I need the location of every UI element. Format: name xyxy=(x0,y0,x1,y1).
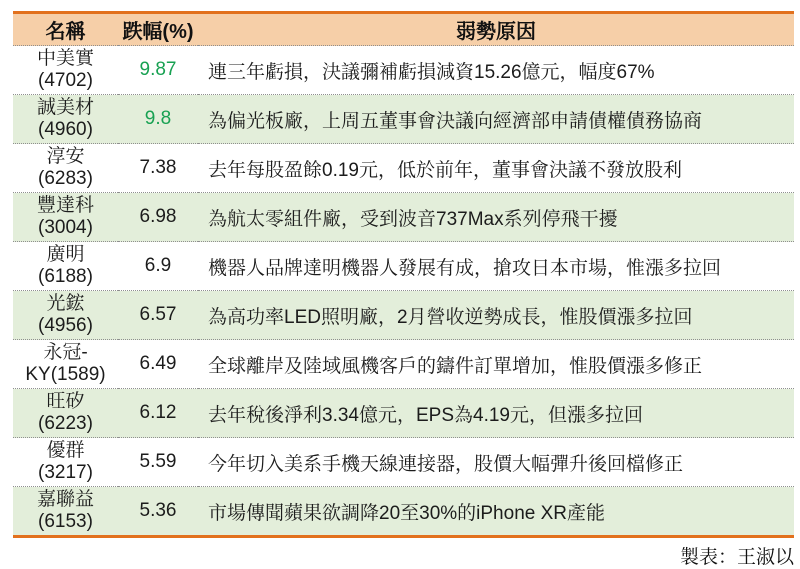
decline-pct-cell: 6.57 xyxy=(118,291,198,340)
stock-name-cell xyxy=(13,438,118,487)
reason-cell: 為航太零組件廠，受到波音737Max系列停飛干擾 xyxy=(198,193,794,242)
stock-name: 優群 xyxy=(46,440,85,461)
decline-pct-cell: 9.87 xyxy=(118,46,198,95)
column-header-reason: 弱勢原因 xyxy=(198,13,794,46)
table-row xyxy=(13,95,794,144)
stock-name: 中美實 xyxy=(36,48,94,69)
stock-code: KY(1589) xyxy=(25,364,106,385)
stock-code: (6188) xyxy=(38,266,93,287)
stock-code: (4960) xyxy=(38,119,93,140)
reason-cell: 為偏光板廠，上周五董事會決議向經濟部申請債權債務協商 xyxy=(198,95,794,144)
stock-name-cell xyxy=(13,46,118,95)
stock-name: 嘉聯益 xyxy=(36,489,94,510)
stock-code: (3217) xyxy=(38,462,93,483)
decline-pct-cell: 9.8 xyxy=(118,95,198,144)
table-row xyxy=(13,144,794,193)
reason-cell: 連三年虧損，決議彌補虧損減資15.26億元，幅度67% xyxy=(198,46,794,95)
stock-code: (6283) xyxy=(38,168,93,189)
reason-cell: 機器人品牌達明機器人發展有成，搶攻日本市場，惟漲多拉回 xyxy=(198,242,794,291)
stock-name-cell xyxy=(13,95,118,144)
stock-name-cell xyxy=(13,487,118,537)
stock-name: 豐達科 xyxy=(36,195,94,216)
table-row xyxy=(13,389,794,438)
stock-name-cell xyxy=(13,291,118,340)
stock-name: 淳安 xyxy=(46,146,85,167)
table-row xyxy=(13,46,794,95)
table-row xyxy=(13,291,794,340)
stock-code: (6223) xyxy=(38,413,93,434)
stock-name-cell xyxy=(13,389,118,438)
table-row xyxy=(13,438,794,487)
header-row xyxy=(13,13,794,46)
table-row xyxy=(13,340,794,389)
stock-name: 廣明 xyxy=(46,244,85,265)
stock-code: (6153) xyxy=(38,511,93,532)
table-row xyxy=(13,193,794,242)
decline-pct-cell: 6.12 xyxy=(118,389,198,438)
weak-stocks-table-container xyxy=(13,11,794,569)
stock-code: (4702) xyxy=(38,70,93,91)
table-row xyxy=(13,487,794,537)
column-header-decline: 跌幅(%) xyxy=(118,13,198,46)
table-row xyxy=(13,242,794,291)
decline-pct-cell: 5.36 xyxy=(118,487,198,537)
stock-name-cell xyxy=(13,144,118,193)
reason-cell: 市場傳聞蘋果欲調降20至30%的iPhone XR產能 xyxy=(198,487,794,537)
decline-pct-cell: 5.59 xyxy=(118,438,198,487)
column-header-name: 名稱 xyxy=(13,13,118,46)
decline-pct-cell: 6.49 xyxy=(118,340,198,389)
reason-cell: 去年每股盈餘0.19元，低於前年，董事會決議不發放股利 xyxy=(198,144,794,193)
decline-pct-cell: 6.98 xyxy=(118,193,198,242)
stock-name: 光鋐 xyxy=(46,293,85,314)
stock-name: 誠美材 xyxy=(36,97,94,118)
decline-pct-cell: 7.38 xyxy=(118,144,198,193)
stock-name-cell xyxy=(13,340,118,389)
stock-name-cell xyxy=(13,242,118,291)
reason-cell: 去年稅後淨利3.34億元，EPS為4.19元，但漲多拉回 xyxy=(198,389,794,438)
table-body xyxy=(13,46,794,537)
stock-code: (3004) xyxy=(38,217,93,238)
stock-name: 旺矽 xyxy=(46,391,85,412)
reason-cell: 全球離岸及陸域風機客戶的鑄件訂單增加，惟股價漲多修正 xyxy=(198,340,794,389)
stock-name: 永冠- xyxy=(43,342,88,363)
credit-line: 製表：王淑以 xyxy=(679,547,794,568)
table-header xyxy=(13,13,794,46)
weak-stocks-table xyxy=(13,11,794,538)
stock-name-cell xyxy=(13,193,118,242)
reason-cell: 為高功率LED照明廠，2月營收逆勢成長，惟股價漲多拉回 xyxy=(198,291,794,340)
decline-pct-cell: 6.9 xyxy=(118,242,198,291)
stock-code: (4956) xyxy=(38,315,93,336)
reason-cell: 今年切入美系手機天線連接器，股價大幅彈升後回檔修正 xyxy=(198,438,794,487)
